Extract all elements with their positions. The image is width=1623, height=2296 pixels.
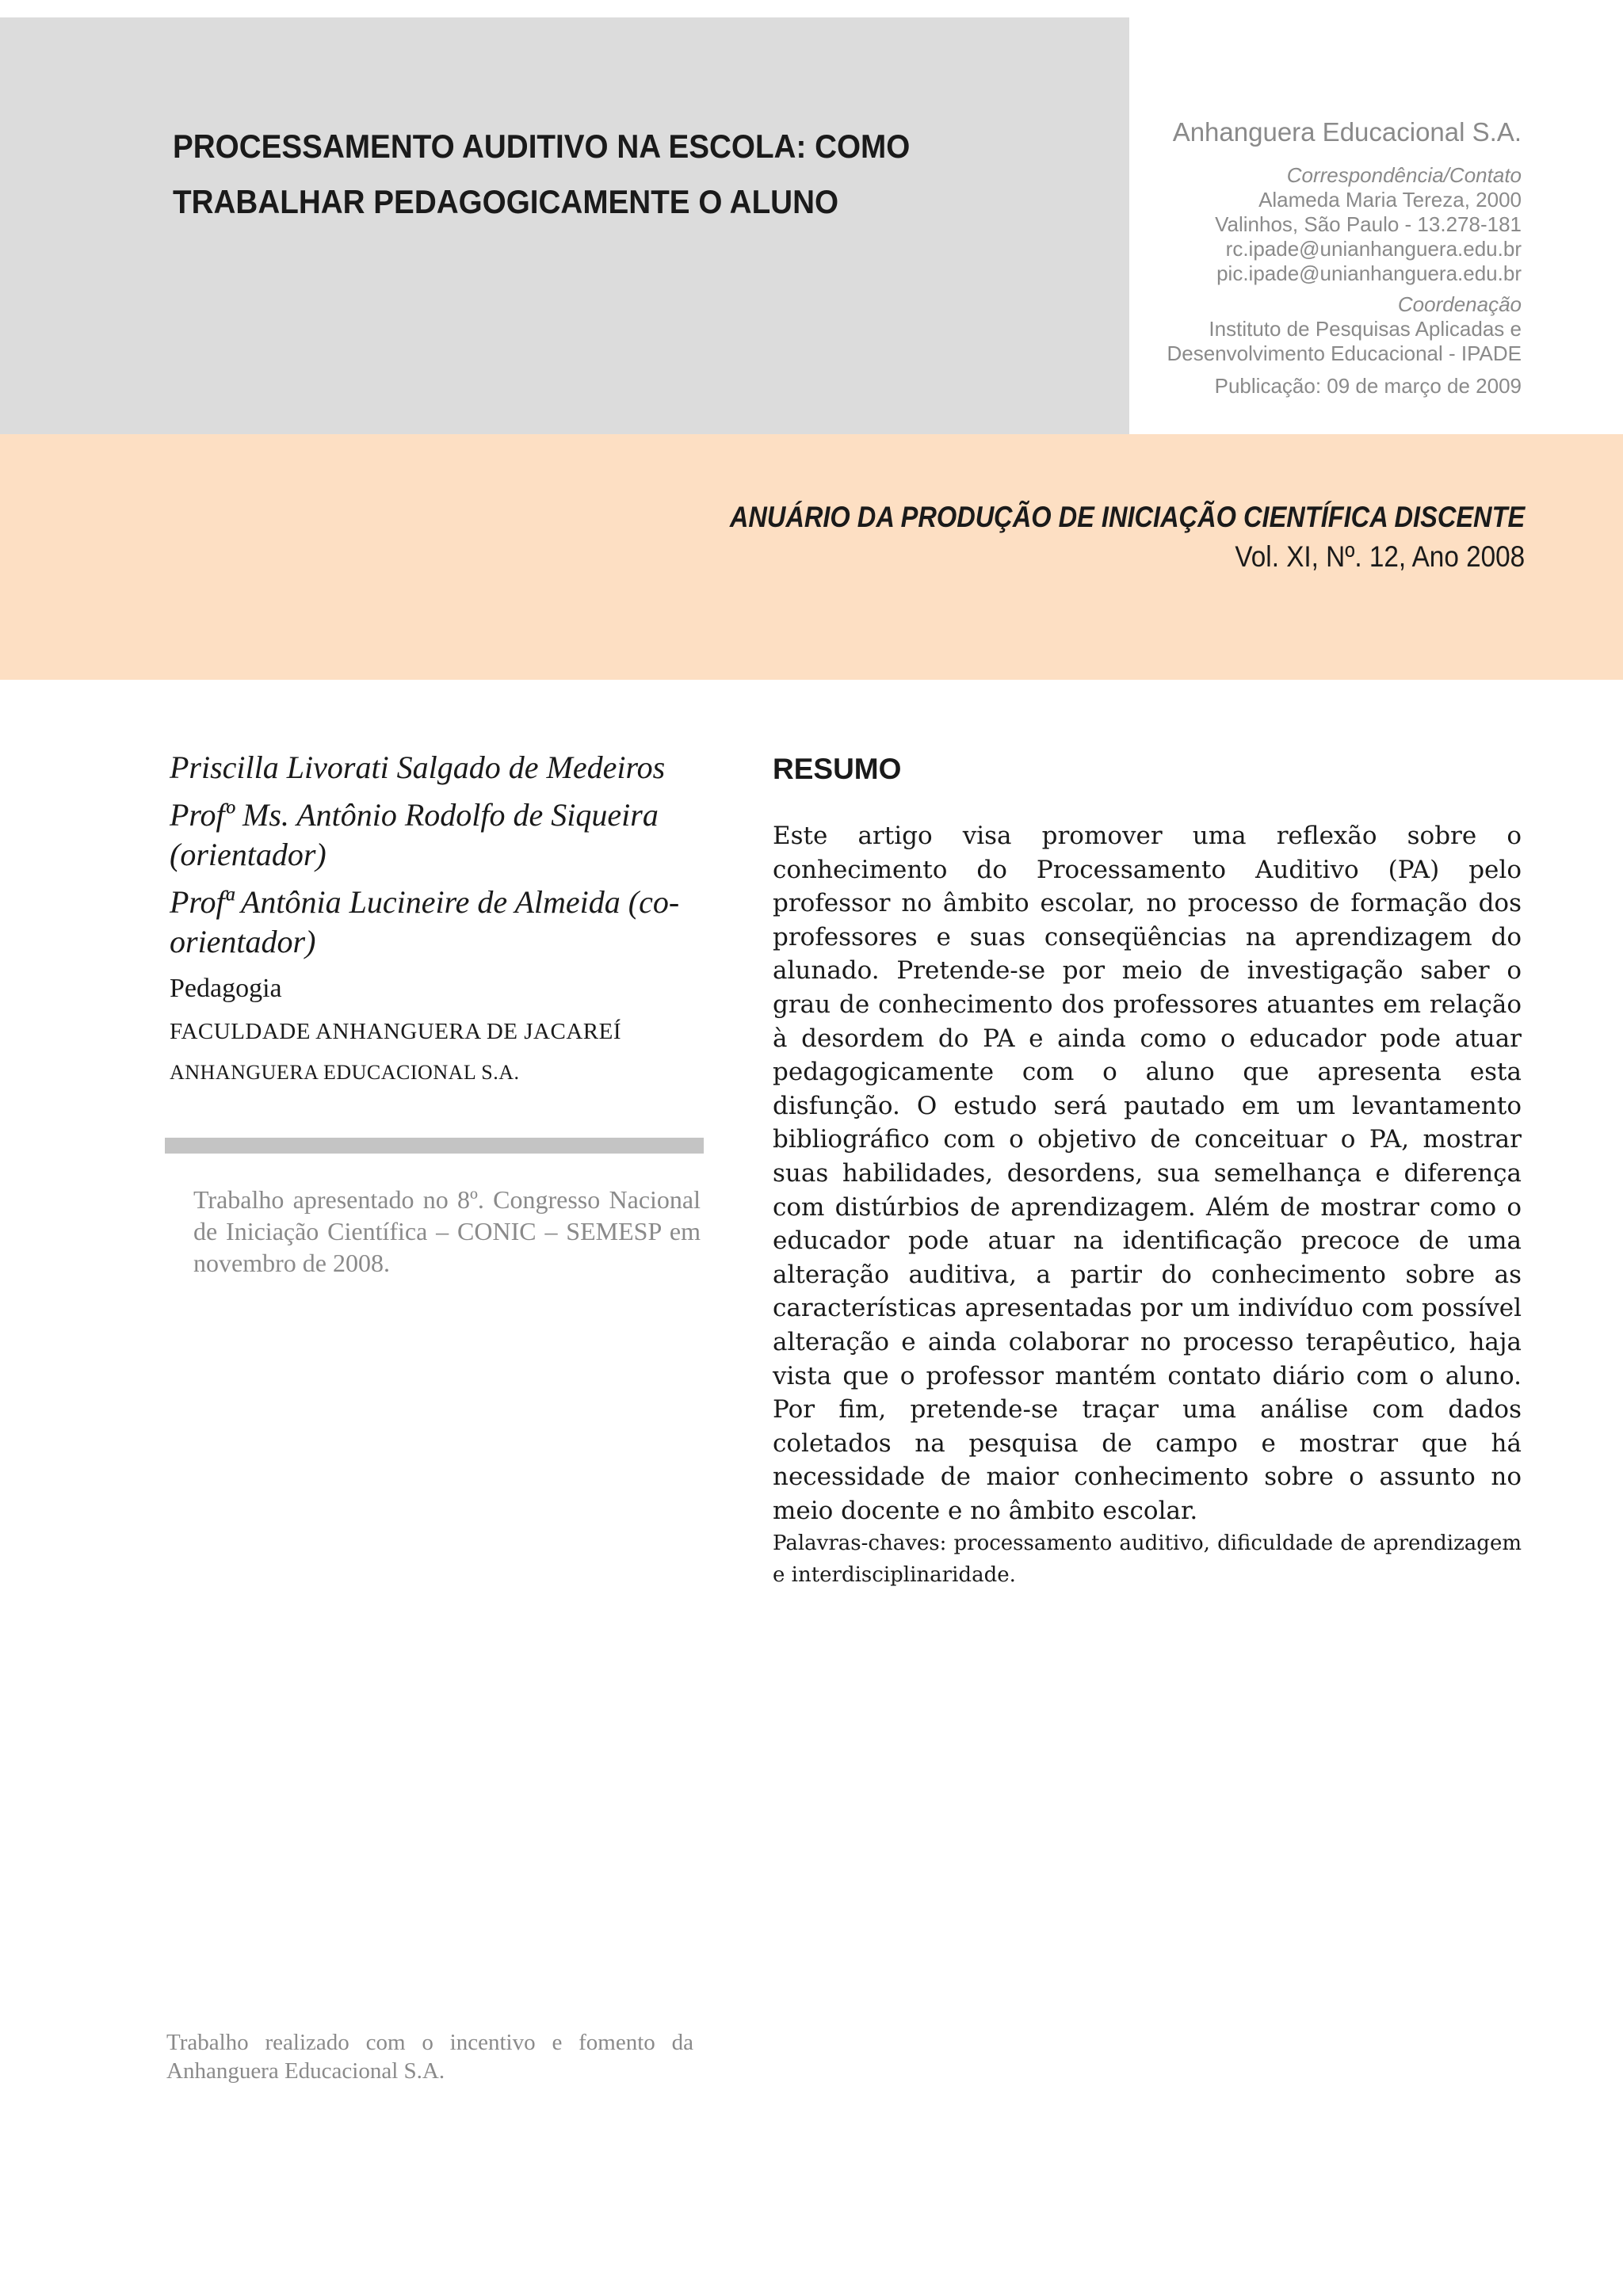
journal-block: [621, 498, 1525, 577]
faculty-name: FACULDADE ANHANGUERA DE JACAREÍ: [170, 1019, 621, 1044]
publication-date: Publicação: 09 de março de 2009: [1214, 374, 1522, 398]
institute-line-2: Desenvolvimento Educacional - IPADE: [1167, 341, 1522, 365]
title-line-1: PROCESSAMENTO AUDITIVO NA ESCOLA: COMO: [173, 128, 911, 165]
separator-bar: [165, 1138, 704, 1154]
course-name: Pedagogia: [170, 974, 282, 1003]
journal-volume: Vol. XI, Nº. 12, Ano 2008: [1235, 540, 1525, 573]
org-city: Valinhos, São Paulo - 13.278-181: [1215, 212, 1522, 236]
journal-name: ANUÁRIO DA PRODUÇÃO DE INICIAÇÃO CIENTÍFICA DISCENTE: [729, 501, 1525, 533]
keywords: Palavras-chaves: processamento auditivo, dificuldade de aprendizagem e interdisciplinaridade.: [773, 1531, 1522, 1587]
title-line-2: TRABALHAR PEDAGOGICAMENTE O ALUNO: [173, 183, 839, 220]
contact-label: Correspondência/Contato: [1286, 163, 1522, 187]
company-name: ANHANGUERA EDUCACIONAL S.A.: [170, 1061, 520, 1084]
author-2: Profº Ms. Antônio Rodolfo de Siqueira (orientador): [170, 797, 659, 872]
org-contact-block: [1078, 113, 1522, 399]
coordination-label: Coordenação: [1397, 292, 1522, 316]
institute-line-1: Instituto de Pesquisas Aplicadas e: [1209, 317, 1522, 341]
author-3: Profª Antônia Lucineire de Almeida (co-orientador): [170, 884, 680, 959]
author-1: Priscilla Livorati Salgado de Medeiros: [170, 749, 666, 785]
authors-block: [170, 748, 724, 1089]
org-name: Anhanguera Educacional S.A.: [1172, 117, 1522, 147]
abstract-heading: RESUMO: [773, 753, 902, 785]
presentation-note: Trabalho apresentado no 8º. Congresso Nacional de Iniciação Científica – CONIC – SEMESP em novembro de 2008.: [193, 1185, 701, 1277]
funding-note: Trabalho realizado com o incentivo e fomento da Anhanguera Educacional S.A.: [166, 2030, 693, 2084]
org-email-1: rc.ipade@unianhanguera.edu.br: [1225, 237, 1522, 261]
paper-title: [173, 119, 975, 230]
org-email-2: pic.ipade@unianhanguera.edu.br: [1216, 261, 1522, 285]
abstract-text: Este artigo visa promover uma reflexão sobre o conhecimento do Processamento Auditivo (PA) pelo professor no âmbito escolar, no processo de formação dos professores e suas conseqüências na aprendizagem do alunado. Pretende-se por meio de investigação saber o grau de conhecimento dos professores atuantes em relação à desordem do PA e ainda como o educador pode atuar pedagogicamente com o aluno que apresenta esta disfunção. O estudo será pautado em um levantamento bibliográfico com o objetivo de conceituar o PA, mostrar suas habilidades, desordens, sua semelhança e diferença com distúrbios de aprendizagem. Além de mostrar como o educador pode atuar na identificação precoce de uma alteração auditiva, a partir do conhecimento sobre as características apresentadas por um indivíduo com possível alteração e ainda colaborar no processo terapêutico, haja vista que o professor mantém contato diário com o aluno. Por fim, pretende-se traçar uma análise com dados coletados na pesquisa de campo e mostrar que há necessidade de maior conhecimento sobre o assunto no meio docente e no âmbito escolar.: [773, 822, 1522, 1525]
org-address: Alameda Maria Tereza, 2000: [1258, 188, 1522, 212]
